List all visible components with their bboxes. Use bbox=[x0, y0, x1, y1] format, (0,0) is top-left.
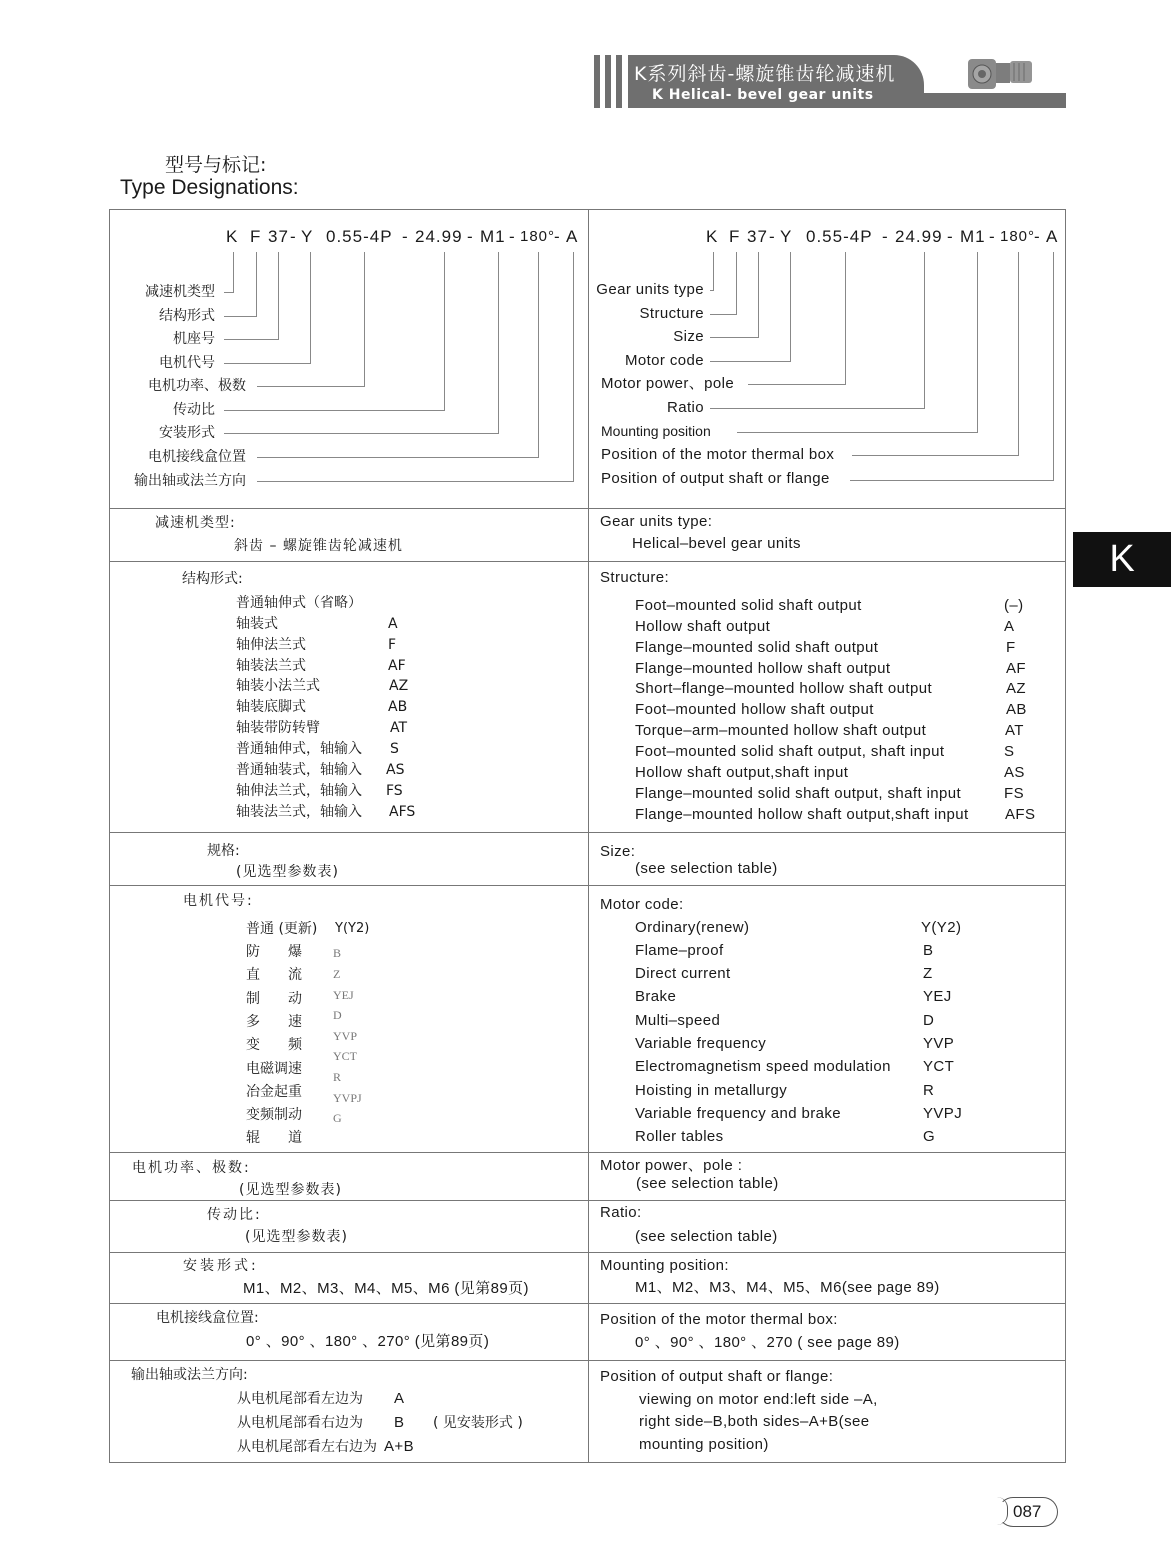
list-item: 冶金起重 bbox=[246, 1084, 302, 1100]
banner-stripe bbox=[605, 55, 611, 108]
output-shaft-title-en: Position of output shaft or flange: bbox=[600, 1368, 834, 1385]
motor-code-title-cn: 电机代号: bbox=[183, 893, 254, 909]
code-F: F bbox=[250, 227, 262, 246]
code-dash: - bbox=[467, 227, 474, 246]
motor-power-value-cn: (见选型参数表) bbox=[239, 1182, 342, 1198]
leader-line bbox=[224, 363, 311, 364]
motor-power-title-en: Motor power、pole : bbox=[600, 1157, 743, 1174]
code-mounting: M1 bbox=[480, 227, 506, 246]
leader-line bbox=[224, 410, 445, 411]
page-title-cn: 型号与标记: bbox=[165, 154, 267, 176]
leader-line bbox=[224, 316, 257, 317]
list-item: Variable frequency and brake bbox=[635, 1105, 842, 1122]
leader-line bbox=[710, 290, 714, 291]
row-divider bbox=[110, 508, 1065, 509]
structure-title-en: Structure: bbox=[600, 569, 670, 586]
designation-table: K F 37 - Y 0.55-4P - 24.99 - M1 - 180° - A 减速机类型 结构形式 机座号 电机代号 电机功率、极数 传动比 安装形式 电机接线盒位置 输出轴或法兰方向 K F 37 - Y 0.55-4P - 24.99 - M1 - 180° - A Gear units type Structure Size Motor code Motor power、pole Ratio Mounting position Position of the motor thermal box Position of output shaft or flange 减速机类型: 斜齿 – 螺旋锥齿轮减速机 Gear units type: Helical–bevel gear units 结构形式: Structure: 普通轴伸式（省略） Foot–mounted solid shaft output (–) 轴装式 A Hollow shaft output A 轴伸法兰式 F Flange–mounted solid shaft output F 轴装法兰式 AF Flange–mounted hollow shaft output AF 轴装小法兰式 AZ Short–flange–mounted hollow shaft output AZ 轴装底脚式 AB Foot–mounted hollow shaft output AB 轴装带防转臂 AT Torque–arm–mounted hollow shaft output AT 普通轴伸式，轴输入 S Foot–mounted solid shaft output, shaft input S 普通轴装式，轴输入 AS Hollow shaft output,shaft input AS 轴伸法兰式，轴输入 FS Flange–mounted solid shaft output, shaft input FS 轴装法兰式，轴输入 AFS Flange–mounted hollow shaft output,shaft input AFS 规格: (见选型参数表) Size: (see selection table) 电机代号: Motor code: 普通 (更新) Y(Y2) 防 爆 直 流 制 动 多 速 变 频 电磁调速 冶金起重 变频制动 辊 道 B Z YEJ D YVP YCT R YVPJ G Ordinary(renew) Y(Y2) Flame–proof B Direct current Z Brake YEJ Multi–speed D Variable frequency YVP Electromagnetism speed modulation YCT Hoisting in metallurgy R Variable frequency and brake YVPJ Roller tables G 电机功率、极数: (见选型参数表) Motor power、pole : (see selection table) 传动比: (见选型参数表) Ratio: (see selection table) 安装形式: M1、M2、M3、M4、M5、M6 (见第89页) Mounting position: M1、M2、M3、M4、M5、M6(see page 89) 电机接线盒位置: 0° 、90° 、180° 、270° (见第89页) Position of the motor thermal box: 0° 、90° 、180° 、270 ( see page 89) 输出轴或法兰方向: 从电机尾部看左边为 A 从电机尾部看右边为 B ( 见安装形式 ) 从电机尾部看左右边为 A+B Position of output shaft or flange: viewing on motor end:left side –A, right side–B,both sides–A+B(see mounting position) bbox=[109, 209, 1066, 1463]
column-divider bbox=[588, 210, 589, 1462]
leader-line bbox=[852, 455, 1019, 456]
row-divider bbox=[110, 1200, 1065, 1201]
code-power: 0.55-4P bbox=[806, 227, 873, 246]
code-dash: - bbox=[989, 227, 996, 246]
label-ratio: 传动比 bbox=[173, 402, 215, 418]
gear-type-title-cn: 减速机类型: bbox=[155, 515, 236, 531]
gear-type-value-en: Helical–bevel gear units bbox=[632, 535, 801, 552]
output-shaft-line: mounting position) bbox=[639, 1436, 769, 1453]
leader-line bbox=[256, 252, 257, 316]
list-item: Ordinary(renew) bbox=[635, 919, 750, 936]
size-value-en: (see selection table) bbox=[635, 860, 778, 877]
banner-stripe bbox=[594, 55, 600, 108]
code-power: 0.55-4P bbox=[326, 227, 393, 246]
size-value-cn: (见选型参数表) bbox=[236, 864, 339, 880]
row-divider bbox=[110, 885, 1065, 886]
banner-stripe bbox=[616, 55, 622, 108]
label-size: Size bbox=[673, 328, 704, 345]
ratio-value-cn: (见选型参数表) bbox=[245, 1229, 348, 1245]
leader-line bbox=[573, 252, 574, 481]
code-Y: Y bbox=[780, 227, 793, 246]
leader-line bbox=[748, 384, 846, 385]
leader-line bbox=[444, 252, 445, 410]
leader-line bbox=[710, 361, 791, 362]
leader-line bbox=[364, 252, 365, 387]
list-item: 从电机尾部看左边为 bbox=[237, 1391, 363, 1407]
code-mounting: M1 bbox=[960, 227, 986, 246]
list-item: 变 频 bbox=[246, 1037, 302, 1053]
leader-line bbox=[737, 432, 978, 433]
label-structure: 结构形式 bbox=[159, 308, 215, 324]
code-ratio: 24.99 bbox=[895, 227, 943, 246]
mounting-value-en: M1、M2、M3、M4、M5、M6(see page 89) bbox=[635, 1279, 940, 1296]
list-item: Roller tables bbox=[635, 1128, 724, 1145]
code-ratio: 24.99 bbox=[415, 227, 463, 246]
motor-power-title-cn: 电机功率、极数: bbox=[132, 1160, 251, 1176]
output-shaft-line: right side–B,both sides–A+B(see bbox=[639, 1413, 870, 1430]
row-divider bbox=[110, 1252, 1065, 1253]
label-motor-power: 电机功率、极数 bbox=[148, 378, 246, 394]
code-K: K bbox=[706, 227, 719, 246]
section-tab-k: K bbox=[1073, 532, 1171, 587]
leader-line bbox=[710, 408, 925, 409]
leader-line bbox=[224, 292, 234, 293]
output-shaft-line: viewing on motor end:left side –A, bbox=[639, 1391, 878, 1408]
code-dash: - bbox=[769, 227, 776, 246]
code-dash: - bbox=[509, 227, 516, 246]
ratio-title-cn: 传动比: bbox=[207, 1207, 262, 1223]
banner-title-cn: K系列斜齿-螺旋锥齿轮减速机 bbox=[634, 63, 896, 85]
leader-line bbox=[257, 386, 365, 387]
leader-line bbox=[1018, 252, 1019, 455]
code-angle: 180° bbox=[520, 228, 556, 245]
size-title-cn: 规格: bbox=[207, 843, 240, 859]
gear-unit-icon bbox=[966, 55, 1036, 93]
leader-line bbox=[310, 252, 311, 363]
label-thermal-box: 电机接线盒位置 bbox=[148, 449, 246, 465]
list-item: 从电机尾部看左右边为 bbox=[237, 1439, 377, 1455]
list-item: Flame–proof bbox=[635, 942, 724, 959]
leader-line bbox=[278, 252, 279, 340]
leader-line bbox=[924, 252, 925, 408]
label-gear-type: Gear units type bbox=[596, 281, 704, 298]
banner-title-en: K Helical- bevel gear units bbox=[652, 87, 874, 103]
list-item: Direct current bbox=[635, 965, 731, 982]
leader-line bbox=[736, 252, 737, 314]
list-item: Hoisting in metallurgy bbox=[635, 1082, 788, 1099]
leader-line bbox=[233, 252, 234, 292]
label-mounting: 安装形式 bbox=[159, 425, 215, 441]
code-A: A bbox=[1046, 227, 1059, 246]
label-gear-type: 减速机类型 bbox=[145, 284, 215, 300]
leader-line bbox=[710, 337, 759, 338]
header-banner bbox=[594, 55, 1066, 108]
gear-type-title-en: Gear units type: bbox=[600, 513, 713, 530]
thermal-box-value-en: 0° 、90° 、180° 、270 ( see page 89) bbox=[635, 1334, 900, 1351]
label-ratio: Ratio bbox=[666, 399, 704, 416]
leader-line bbox=[850, 480, 1054, 481]
label-output-shaft: 输出轴或法兰方向 bbox=[134, 473, 246, 489]
label-motor-power: Motor power、pole bbox=[601, 375, 735, 392]
page-title-en: Type Designations: bbox=[120, 176, 299, 199]
label-structure: Structure bbox=[639, 305, 704, 322]
code-A: A bbox=[566, 227, 579, 246]
code-dash: - bbox=[882, 227, 889, 246]
leader-line bbox=[790, 252, 791, 361]
code-Y: Y bbox=[301, 227, 314, 246]
label-mounting: Mounting position bbox=[601, 423, 711, 439]
output-shaft-title-cn: 输出轴或法兰方向: bbox=[131, 1367, 248, 1383]
thermal-box-title-en: Position of the motor thermal box: bbox=[600, 1311, 838, 1328]
leader-line bbox=[845, 252, 846, 385]
list-item: 辊 道 bbox=[246, 1130, 302, 1146]
code-dash: - bbox=[554, 227, 561, 246]
leader-line bbox=[498, 252, 499, 434]
code-angle: 180° bbox=[1000, 228, 1036, 245]
label-motor-code: 电机代号 bbox=[159, 355, 215, 371]
leader-line bbox=[224, 339, 279, 340]
ratio-value-en: (see selection table) bbox=[635, 1228, 778, 1245]
code-size: 37 bbox=[747, 227, 768, 246]
list-item: 电磁调速 bbox=[246, 1061, 302, 1077]
gear-type-value-cn: 斜齿 – 螺旋锥齿轮减速机 bbox=[234, 538, 403, 554]
row-divider bbox=[110, 1303, 1065, 1304]
list-item: Variable frequency bbox=[635, 1035, 767, 1052]
leader-line bbox=[710, 314, 737, 315]
banner-tail bbox=[894, 93, 1066, 108]
list-item: 防 爆 bbox=[246, 944, 302, 960]
leader-line bbox=[713, 252, 714, 290]
page-number: 087 bbox=[998, 1497, 1058, 1527]
label-thermal-box: Position of the motor thermal box bbox=[601, 446, 835, 463]
list-item: Electromagnetism speed modulation bbox=[635, 1058, 891, 1075]
code-dash: - bbox=[290, 227, 297, 246]
list-item: 变频制动 bbox=[246, 1107, 302, 1123]
leader-line bbox=[1053, 252, 1054, 480]
label-size: 机座号 bbox=[173, 331, 215, 347]
list-item: Brake bbox=[635, 988, 677, 1005]
list-item: 从电机尾部看右边为 bbox=[237, 1415, 363, 1431]
list-item: Y(Y2) bbox=[335, 921, 370, 936]
mounting-title-cn: 安装形式: bbox=[183, 1258, 259, 1274]
leader-line bbox=[257, 457, 539, 458]
row-divider bbox=[110, 561, 1065, 562]
label-output-shaft: Position of output shaft or flange bbox=[601, 470, 830, 487]
row-divider bbox=[110, 1360, 1065, 1361]
leader-line bbox=[224, 433, 499, 434]
code-dash: - bbox=[947, 227, 954, 246]
leader-line bbox=[758, 252, 759, 338]
size-title-en: Size: bbox=[600, 843, 636, 860]
list-item: 制 动 bbox=[246, 991, 302, 1007]
row-divider bbox=[110, 1152, 1065, 1153]
list-item: 直 流 bbox=[246, 967, 302, 983]
mounting-title-en: Mounting position: bbox=[600, 1257, 729, 1274]
leader-line bbox=[257, 481, 574, 482]
code-size: 37 bbox=[268, 227, 289, 246]
list-item: 多 速 bbox=[246, 1014, 302, 1030]
thermal-box-title-cn: 电机接线盒位置: bbox=[156, 1310, 259, 1326]
motor-power-value-en: (see selection table) bbox=[636, 1175, 779, 1192]
thermal-box-value-cn: 0° 、90° 、180° 、270° (见第89页) bbox=[246, 1333, 490, 1350]
row-divider bbox=[110, 832, 1065, 833]
leader-line bbox=[538, 252, 539, 457]
code-dash: - bbox=[1034, 227, 1041, 246]
ratio-title-en: Ratio: bbox=[600, 1204, 642, 1221]
mounting-value-cn: M1、M2、M3、M4、M5、M6 (见第89页) bbox=[243, 1280, 529, 1297]
leader-line bbox=[977, 252, 978, 432]
motor-code-title-en: Motor code: bbox=[600, 896, 684, 913]
code-K: K bbox=[226, 227, 239, 246]
structure-title-cn: 结构形式: bbox=[182, 571, 243, 587]
label-motor-code: Motor code bbox=[624, 352, 704, 369]
list-item: Multi–speed bbox=[635, 1012, 721, 1029]
code-F: F bbox=[729, 227, 741, 246]
code-dash: - bbox=[402, 227, 409, 246]
list-item: 普通 (更新) bbox=[246, 921, 318, 937]
